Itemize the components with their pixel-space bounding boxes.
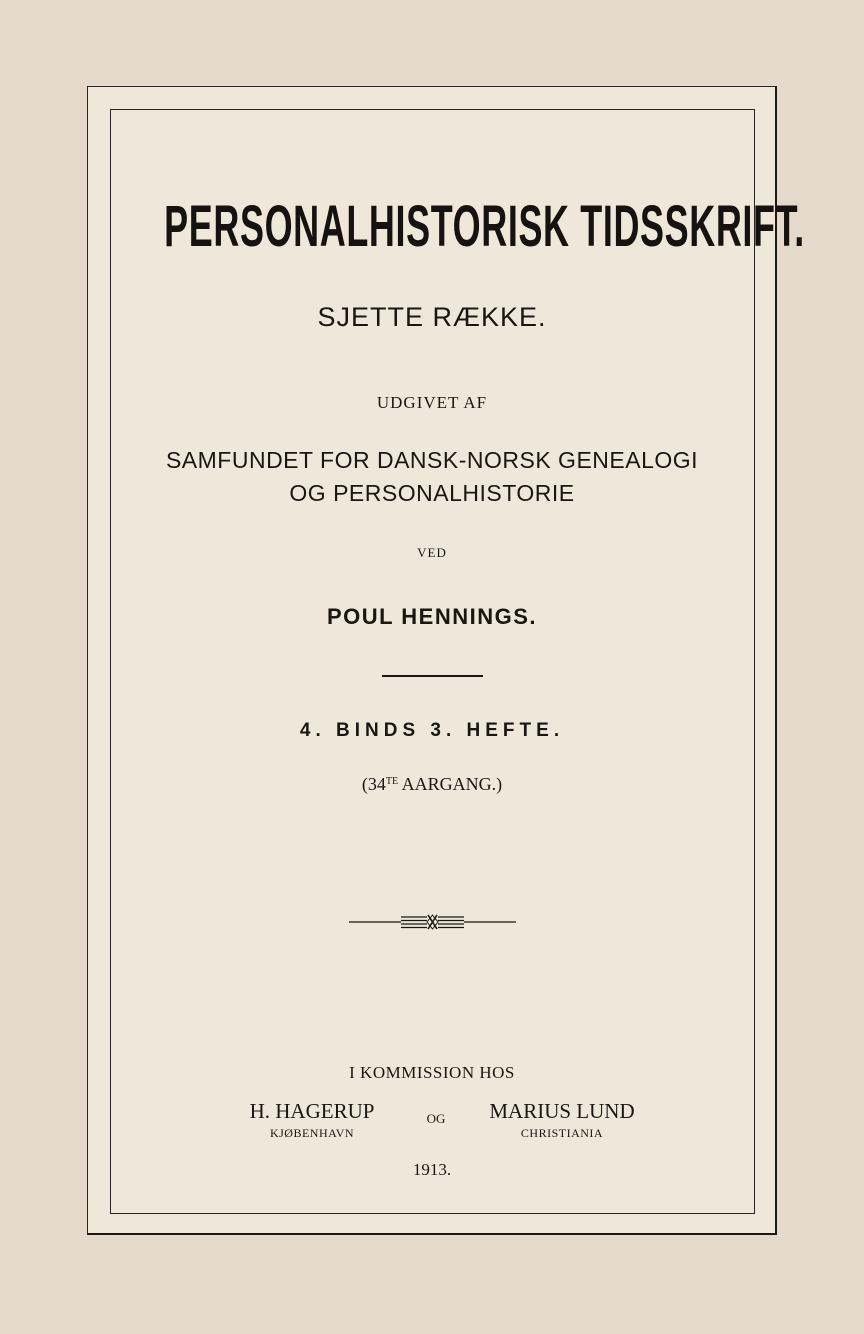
editor-label: VED (417, 545, 447, 560)
editor-name: POUL HENNINGS. (326, 604, 538, 629)
journal-title: PERSONALHISTORISK TIDSSKRIFT. (164, 194, 805, 259)
publication-year: 1913. (412, 1160, 452, 1179)
publisher-name: H. HAGERUP (249, 1099, 375, 1123)
publisher-city: CHRISTIANIA (520, 1126, 604, 1140)
publisher-right (472, 1099, 652, 1141)
year-volume-superscript: TE (385, 776, 399, 787)
publisher-name: MARIUS LUND (489, 1099, 635, 1123)
year-volume-label (0, 774, 864, 795)
published-by-label: UDGIVET AF (376, 393, 488, 412)
year-volume-open: (34 (361, 774, 386, 794)
publisher-city: KJØBENHAVN (269, 1126, 355, 1140)
page-frame (110, 109, 805, 1214)
year-volume-rest: AARGANG.) (398, 774, 503, 794)
publisher-left (232, 1099, 392, 1141)
volume-label: 4. BINDS 3. HEFTE. (299, 720, 565, 741)
commission-label: I KOMMISSION HOS (349, 1063, 515, 1082)
series-label: SJETTE RÆKKE. (317, 302, 547, 332)
society-name-line-2: OG PERSONALHISTORIE (289, 480, 575, 506)
publishers-joiner: OG (426, 1111, 446, 1126)
divider-rule (382, 675, 483, 677)
society-name-line-1: SAMFUNDET FOR DANSK-NORSK GENEALOGI (165, 447, 699, 473)
ornamental-divider-icon (349, 912, 516, 932)
